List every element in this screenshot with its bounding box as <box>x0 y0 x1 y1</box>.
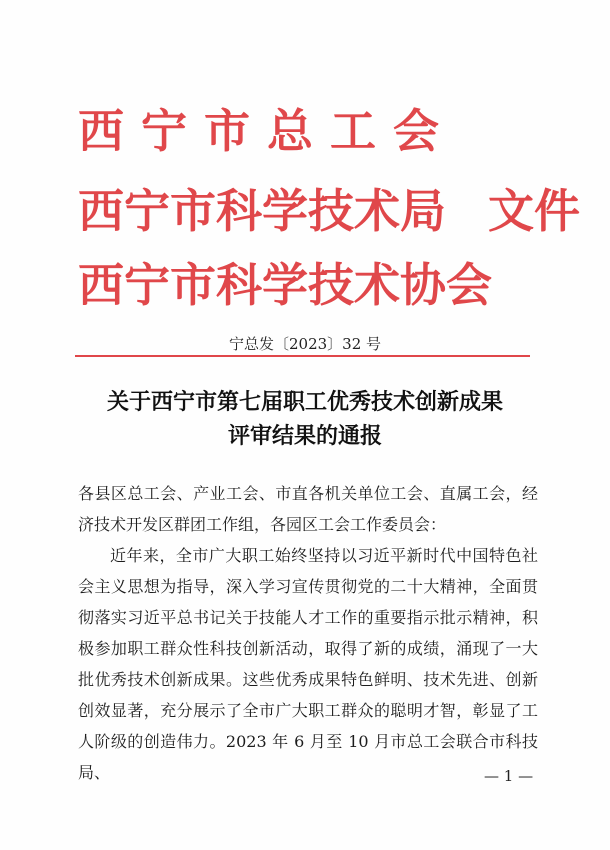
page-number: — 1 — <box>484 767 534 785</box>
issuer-line-union: 西宁市总工会 <box>78 104 456 158</box>
issuer-line-science-association: 西宁市科学技术协会 <box>78 258 492 312</box>
document-number: 宁总发〔2023〕32 号 <box>228 335 382 353</box>
recipients: 各县区总工会、产业工会、市直各机关单位工会、直属工会，经济技术开发区群团工作组，各园区工会工作委员会： <box>78 484 538 534</box>
issuer-line-science-bureau: 西宁市科学技术局 <box>78 184 446 238</box>
document-title-line2: 评审结果的通报 <box>227 423 382 449</box>
document-suffix: 文件 <box>488 184 580 238</box>
document-title-line1: 关于西宁市第七届职工优秀技术创新成果 <box>106 389 503 415</box>
red-divider <box>75 355 530 357</box>
body-paragraph: 近年来，全市广大职工始终坚持以习近平新时代中国特色社会主义思想为指导，深入学习宣传贯彻党的二十大精神，全面贯彻落实习近平总书记关于技能人才工作的重要指示批示精神，积极参加职工群众性科技创新活动，取得了新的成绩，涌现了一大批优秀技术创新成果。这些优秀成果特色鲜明、技术先进、创新创效显著，充分展示了全市广大职工群众的聪明才智，彰显了工人阶级的创造伟力。2023 年 6 月至 10 月市总工会联合市科技局、 <box>78 546 538 782</box>
red-header <box>78 104 588 323</box>
